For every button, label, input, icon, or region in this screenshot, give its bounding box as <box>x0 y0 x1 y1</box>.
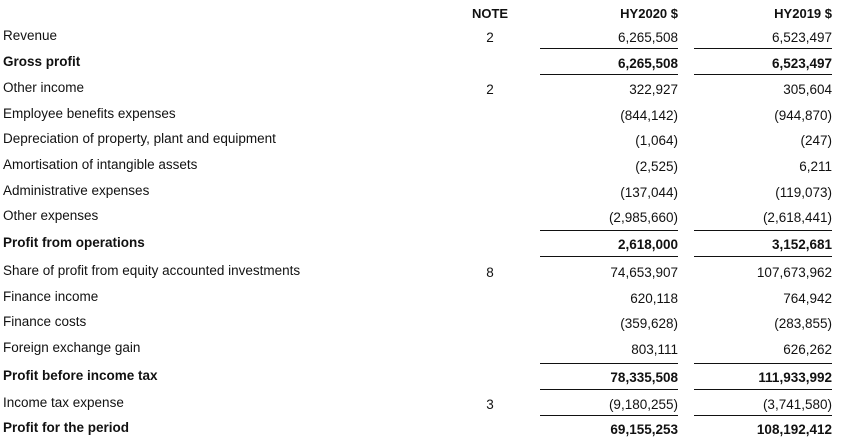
row-label: Gross profit <box>3 54 81 69</box>
value-hy2020: (2,985,660) <box>608 210 678 225</box>
value-hy2019: 764,942 <box>783 291 832 306</box>
rule-line <box>694 415 832 416</box>
rule-line <box>540 256 678 257</box>
header-hy2019: HY2019 $ <box>774 6 832 21</box>
header-hy2020: HY2020 $ <box>620 6 678 21</box>
table-row <box>0 131 841 155</box>
value-hy2020: 620,118 <box>630 291 678 306</box>
row-label: Other expenses <box>3 208 99 223</box>
value-hy2019: (283,855) <box>774 316 832 331</box>
rule-line <box>540 415 678 416</box>
rule-line <box>540 230 678 231</box>
table-row <box>0 208 841 232</box>
value-hy2020: 6,265,508 <box>617 56 678 71</box>
row-label: Employee benefits expenses <box>3 106 176 121</box>
table-row <box>0 263 841 287</box>
value-hy2019: 107,673,962 <box>756 265 832 280</box>
row-label: Finance costs <box>3 314 87 329</box>
row-label: Finance income <box>3 289 99 304</box>
value-hy2019: 108,192,412 <box>756 422 832 437</box>
row-label: Profit before income tax <box>3 368 158 383</box>
value-hy2020: (1,064) <box>635 133 678 148</box>
rule-line <box>540 389 678 390</box>
row-label: Income tax expense <box>3 395 124 410</box>
table-row <box>0 183 841 207</box>
value-hy2019: 6,523,497 <box>771 56 832 71</box>
value-hy2020: 78,335,508 <box>610 370 678 385</box>
rule-line <box>694 256 832 257</box>
table-row <box>0 157 841 181</box>
value-hy2019: (2,618,441) <box>762 210 832 225</box>
value-hy2020: 2,618,000 <box>617 237 678 252</box>
value-hy2020: (9,180,255) <box>608 397 678 412</box>
value-hy2019: 3,152,681 <box>771 237 832 252</box>
value-hy2019: 305,604 <box>783 82 832 97</box>
value-hy2020: 6,265,508 <box>617 30 678 45</box>
table-row <box>0 106 841 130</box>
rule-line <box>540 74 678 75</box>
table-row <box>0 289 841 313</box>
row-label: Amortisation of intangible assets <box>3 157 198 172</box>
table-row <box>0 340 841 364</box>
rule-line <box>694 389 832 390</box>
value-hy2020: (844,142) <box>620 108 678 123</box>
row-note: 8 <box>486 265 494 280</box>
value-hy2019: (119,073) <box>775 185 832 200</box>
row-label: Revenue <box>3 28 58 43</box>
value-hy2020: 322,927 <box>629 82 678 97</box>
row-note: 2 <box>486 30 494 45</box>
rule-line <box>540 48 678 49</box>
rule-line <box>694 48 832 49</box>
rule-line <box>694 230 832 231</box>
row-note: 3 <box>486 397 494 412</box>
value-hy2019: 111,933,992 <box>758 370 832 385</box>
value-hy2019: (3,741,580) <box>762 397 832 412</box>
value-hy2020: (137,044) <box>620 185 678 200</box>
value-hy2020: (359,628) <box>620 316 678 331</box>
value-hy2019: 626,262 <box>783 342 832 357</box>
table-row <box>0 420 841 444</box>
rule-line <box>694 74 832 75</box>
value-hy2020: 803,111 <box>631 342 678 357</box>
value-hy2019: (247) <box>800 133 832 148</box>
row-label: Profit from operations <box>3 235 145 250</box>
table-row <box>0 80 841 104</box>
row-label: Administrative expenses <box>3 183 150 198</box>
value-hy2020: (2,525) <box>635 159 678 174</box>
row-label: Depreciation of property, plant and equipment <box>3 131 276 146</box>
rule-line <box>540 363 678 364</box>
row-label: Foreign exchange gain <box>3 340 141 355</box>
value-hy2019: 6,211 <box>799 159 832 174</box>
table-row <box>0 314 841 338</box>
row-label: Share of profit from equity accounted investments <box>3 263 301 278</box>
value-hy2019: 6,523,497 <box>771 30 832 45</box>
value-hy2019: (944,870) <box>774 108 832 123</box>
value-hy2020: 74,653,907 <box>610 265 678 280</box>
row-label: Other income <box>3 80 85 95</box>
header-note: NOTE <box>471 6 509 21</box>
value-hy2020: 69,155,253 <box>610 422 678 437</box>
row-label: Profit for the period <box>3 420 129 435</box>
rule-line <box>694 363 832 364</box>
row-note: 2 <box>486 82 494 97</box>
